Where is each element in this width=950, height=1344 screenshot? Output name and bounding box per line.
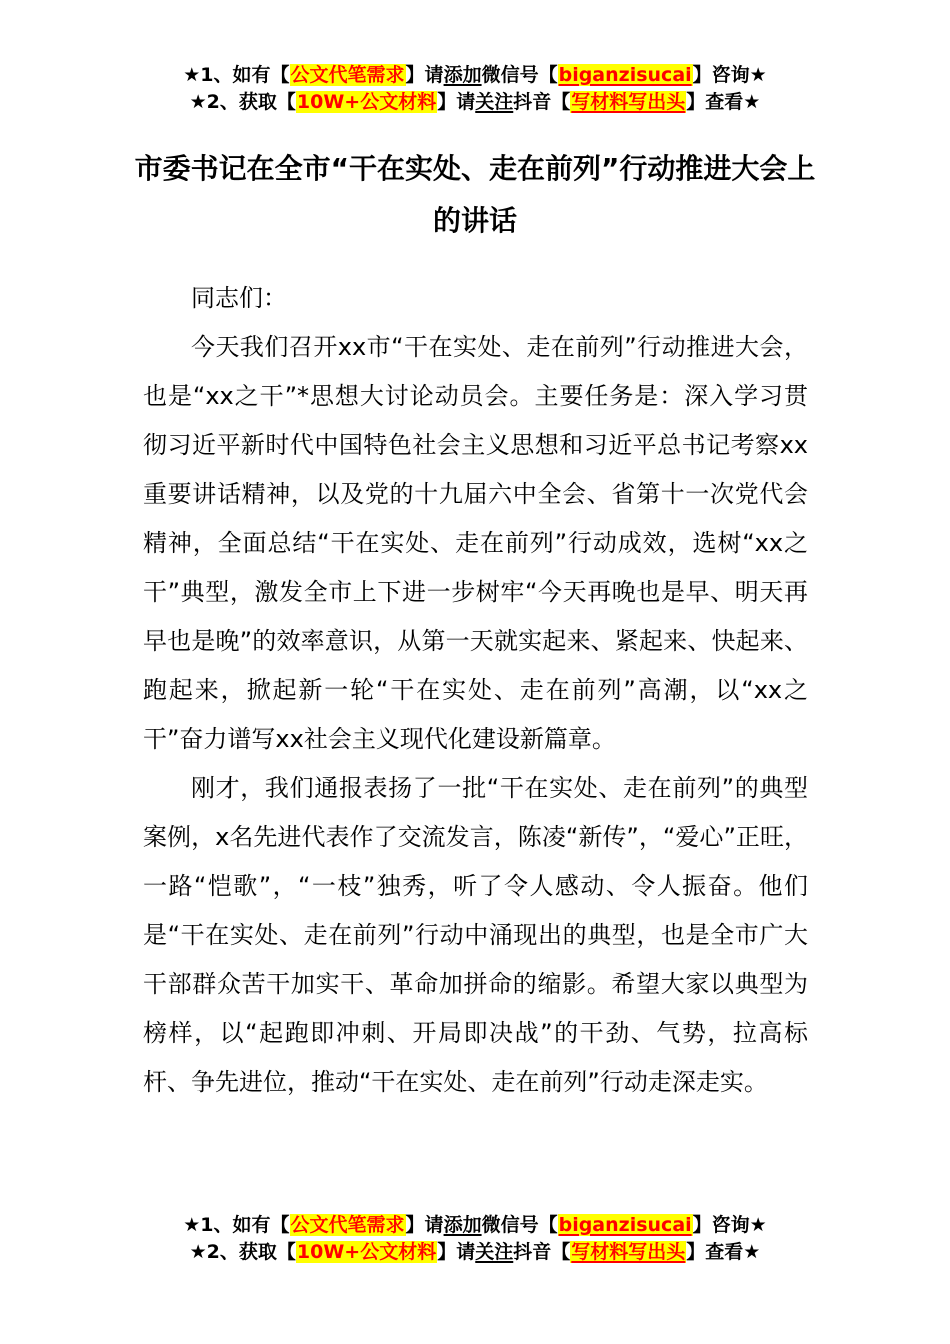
- promo-line-2: [0, 1239, 950, 1266]
- promo-banner-top: [0, 62, 950, 116]
- promo-star-prefix: ★2、获取【: [189, 91, 296, 113]
- promo-star-prefix: ★1、如有【: [183, 64, 290, 86]
- promo-material-highlight: 10W+公文材料: [296, 91, 437, 113]
- promo-wechat-account: biganzisucai: [558, 1214, 692, 1236]
- promo-bracket-mid: 】请: [437, 91, 476, 113]
- promo-bracket-mid: 】请: [437, 1241, 476, 1263]
- promo-channel-label: 抖音【: [513, 91, 571, 113]
- promo-line-2: [0, 89, 950, 116]
- promo-channel-label: 微信号【: [481, 64, 558, 86]
- promo-wechat-account: biganzisucai: [558, 64, 692, 86]
- promo-action-add: 添加: [443, 1214, 482, 1236]
- promo-action-follow: 关注: [475, 91, 514, 113]
- promo-bracket-mid: 】请: [405, 1214, 444, 1236]
- promo-bracket-mid: 】请: [405, 64, 444, 86]
- promo-suffix: 】查看★: [686, 91, 761, 113]
- promo-star-prefix: ★1、如有【: [183, 1214, 290, 1236]
- document-title: 市委书记在全市“干在实处、走在前列”行动推进大会上的讲话: [134, 152, 816, 237]
- promo-line-1: [0, 1212, 950, 1239]
- promo-material-highlight: 10W+公文材料: [296, 1241, 437, 1263]
- document-body: [143, 274, 808, 1107]
- promo-channel-label: 微信号【: [481, 1214, 558, 1236]
- promo-star-prefix: ★2、获取【: [189, 1241, 296, 1263]
- promo-douyin-account: 写材料写出头: [571, 91, 686, 113]
- paragraph-commendation: 刚才，我们通报表扬了一批“干在实处、走在前列”的典型案例，x名先进代表作了交流发言，陈凌“新传”，“爱心”正旺，一路“恺歌”，“一枝”独秀，听了令人感动、令人振奋。他们是“干在实处、走在前列”行动中涌现出的典型，也是全市广大干部群众苦干加实干、革命加拼命的缩影。希望大家以典型为榜样，以“起跑即冲刺、开局即决战”的干劲、气势，拉高标杆、争先进位，推动“干在实处、走在前列”行动走深走实。: [143, 774, 808, 1096]
- promo-service-highlight: 公文代笔需求: [290, 1214, 405, 1236]
- promo-service-highlight: 公文代笔需求: [290, 64, 405, 86]
- promo-banner-bottom: [0, 1212, 950, 1266]
- promo-action-follow: 关注: [475, 1241, 514, 1263]
- promo-douyin-account: 写材料写出头: [571, 1241, 686, 1263]
- promo-suffix: 】查看★: [686, 1241, 761, 1263]
- promo-channel-label: 抖音【: [513, 1241, 571, 1263]
- promo-suffix: 】咨询★: [692, 1214, 767, 1236]
- promo-suffix: 】咨询★: [692, 64, 767, 86]
- promo-action-add: 添加: [443, 64, 482, 86]
- promo-line-1: [0, 62, 950, 89]
- paragraph-salutation: 同志们：: [191, 284, 287, 312]
- paragraph-opening: 今天我们召开xx市“干在实处、走在前列”行动推进大会，也是“xx之干”*思想大讨论动员会。主要任务是：深入学习贯彻习近平新时代中国特色社会主义思想和习近平总书记考察xx重要讲话精神，以及党的十九届六中全会、省第十一次党代会精神，全面总结“干在实处、走在前列”行动成效，选树“xx之干”典型，激发全市上下进一步树牢“今天再晚也是早、明天再早也是晚”的效率意识，从第一天就实起来、紧起来、快起来、跑起来，掀起新一轮“干在实处、走在前列”高潮，以“xx之干”奋力谱写xx社会主义现代化建设新篇章。: [143, 333, 808, 753]
